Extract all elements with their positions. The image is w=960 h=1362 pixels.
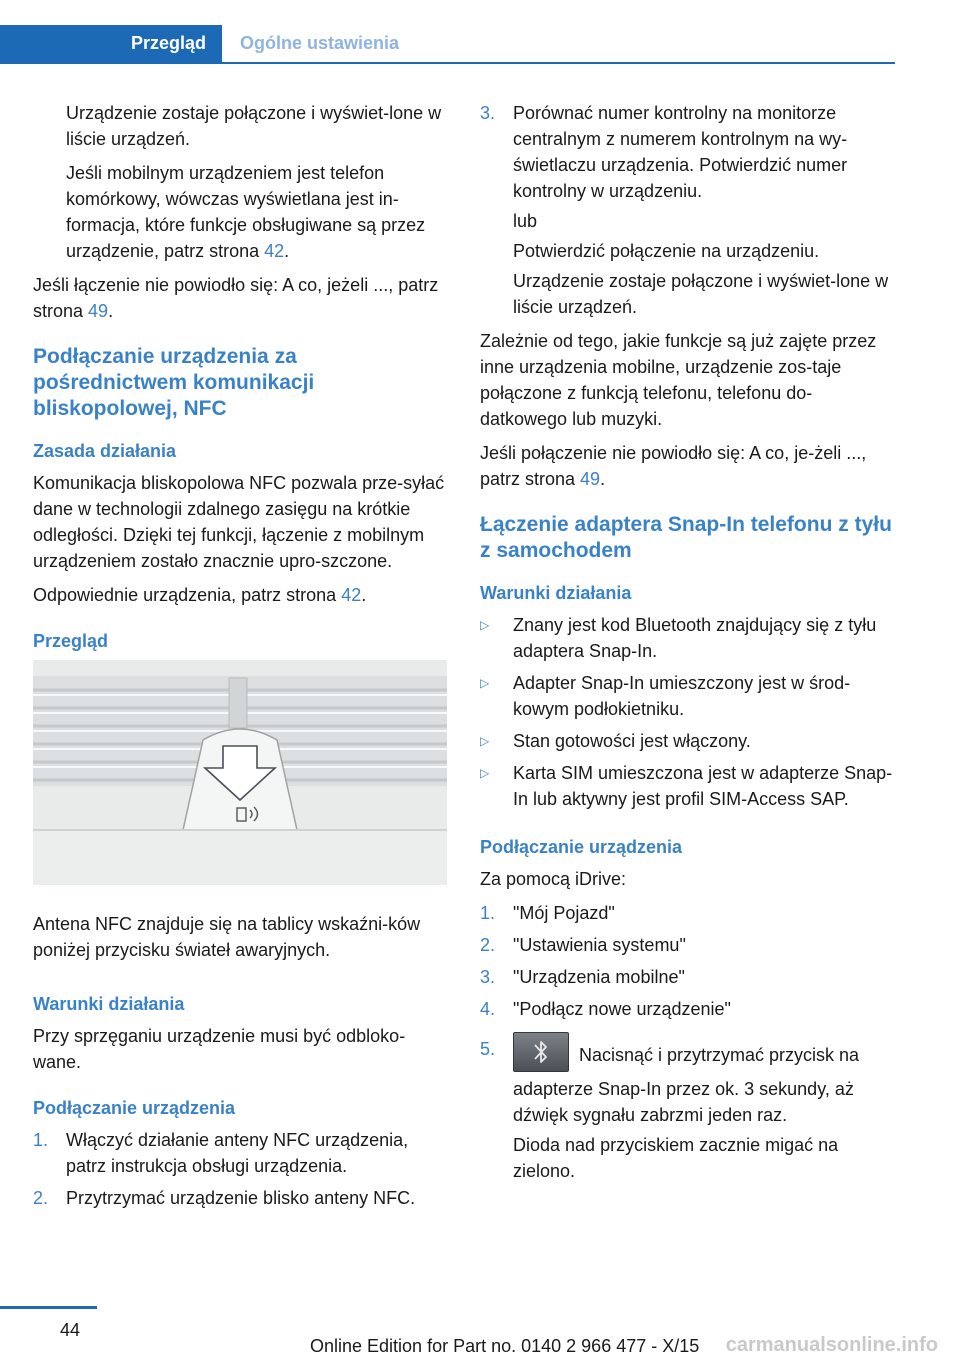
step-text: "Ustawienia systemu" [513,935,686,955]
page-link-42[interactable]: 42 [264,241,285,261]
heading-conditions: Warunki działania [33,994,185,1014]
step-note: Dioda nad przyciskiem zacznie migać na zielono. [513,1135,839,1181]
paragraph-connection-failed-text: Jeśli połączenie nie powiodło się: A co, je-żeli ..., patrz strona [480,443,867,489]
page-link-42[interactable]: 42 [341,585,362,605]
list-item [33,1185,451,1211]
list-item [480,760,896,812]
dashboard-vent-illustration [33,660,447,885]
punctuation: . [108,301,114,321]
paragraph-connection-failed [480,440,896,492]
tab-overview[interactable]: Przegląd [0,25,222,62]
heading-connect-device: Podłączanie urządzenia [480,837,683,857]
paragraph-connection-failed [33,272,451,324]
heading-nfc: Podłączanie urządzenia za pośrednictwem komunikacji bliskopolowej, NFC [33,345,315,420]
page-number: 44 [60,1320,81,1340]
step-number: 2. [33,1188,49,1208]
heading-principle: Zasada działania [33,441,177,461]
list-item [480,996,896,1022]
step-number: 1. [33,1130,49,1150]
paragraph-principle: Komunikacja bliskopolowa NFC pozwala prze-syłać dane w technologii zdalnego zasięgu na krótkie odległości. Dzięki tej funkcji, łączenie z mobilnym urządzeniem zostało znacznie upro-szczone. [33,473,445,571]
bullet-triangle-icon: ▷ [480,676,490,690]
right-column [480,100,896,1192]
step-number: 5. [480,1039,496,1059]
list-item [480,728,896,754]
step-result: Urządzenie zostaje połączone i wyświet-lone w liście urządzeń. [513,271,889,317]
step-confirm: Potwierdzić połączenie na urządzeniu. [513,241,820,261]
step-text: "Urządzenia mobilne" [513,967,685,987]
page-link-49[interactable]: 49 [88,301,109,321]
list-item [33,1127,451,1179]
bullet-triangle-icon: ▷ [480,618,490,632]
step-text: Porównać numer kontrolny na monitorze centralnym z numerem kontrolnym na wy-świetlaczu urządzenia. Potwierdzić numer kontrolny w urządzeniu. [513,103,848,201]
list-item [480,100,896,320]
watermark: carmanualsonline.info [725,1334,938,1356]
paragraph-conditions: Przy sprzęganiu urządzenie musi być odbloko-wane. [33,1026,406,1072]
bluetooth-button-icon [513,1032,569,1072]
list-item [480,964,896,990]
step-number: 3. [480,103,496,123]
step-text: "Mój Pojazd" [513,903,615,923]
step-number: 3. [480,967,496,987]
page-link-49[interactable]: 49 [580,469,601,489]
bullet-triangle-icon: ▷ [480,734,490,748]
idrive-steps-list [480,900,896,1184]
left-column [33,100,451,1219]
paragraph-idrive: Za pomocą iDrive: [480,869,627,889]
step-number: 2. [480,935,496,955]
nfc-steps-list [33,1127,451,1211]
condition-text: Adapter Snap-In umieszczony jest w środ-kowym podłokietniku. [513,673,851,719]
heading-connect-device: Podłączanie urządzenia [33,1098,236,1118]
paragraph-device-connected: Urządzenie zostaje połączone i wyświet-lone w liście urządzeń. [66,103,442,149]
condition-text: Stan gotowości jest włączony. [513,731,751,751]
heading-overview: Przegląd [33,631,109,651]
list-item [480,932,896,958]
tab-general-settings[interactable]: Ogólne ustawienia [240,33,400,53]
conditions-list [480,612,896,812]
step-number: 4. [480,999,496,1019]
paragraph-phone-info [33,160,451,264]
punctuation: . [361,585,367,605]
list-item [480,612,896,664]
step-text: Włączyć działanie anteny NFC urządzenia, patrz instrukcja obsługi urządzenia. [66,1130,409,1176]
condition-text: Znany jest kod Bluetooth znajdujący się z tyłu adaptera Snap-In. [513,615,877,661]
list-item [480,900,896,926]
page-number-bar [0,1306,97,1309]
step-text: Nacisnąć i przytrzymać przycisk na adapterze Snap-In przez ok. 3 sekundy, aż dźwięk sygnału zabrzmi jeden raz. [513,1044,860,1125]
condition-text: Karta SIM umieszczona jest w adapterze Snap-In lub aktywny jest profil SIM-Access SAP. [513,763,893,809]
header-tabs [0,25,895,64]
heading-conditions: Warunki działania [480,583,632,603]
nfc-steps-continued [480,100,896,320]
paragraph-phone-info-text: Jeśli mobilnym urządzeniem jest telefon komórkowy, wówczas wyświetlana jest in-formacja, które funkcje obsługiwane są przez urządzenie, patrz strona [66,163,426,261]
edition-footer: Online Edition for Part no. 0140 2 966 477 - X/15 [310,1336,700,1356]
punctuation: . [284,241,290,261]
list-item [480,670,896,722]
paragraph-suitable-devices-text: Odpowiednie urządzenia, patrz strona [33,585,342,605]
step-text: "Podłącz nowe urządzenie" [513,999,731,1019]
paragraph-connection-failed-text: Jeśli łączenie nie powiodło się: A co, jeżeli ..., patrz strona [33,275,439,321]
paragraph-depending-functions: Zależnie od tego, jakie funkcje są już zajęte przez inne urządzenia mobilne, urządzenie zos-taje połączone z funkcją telefonu, telefonu do-datkowego lub muzyki. [480,331,877,429]
step-text: Przytrzymać urządzenie blisko anteny NFC. [66,1188,416,1208]
step-number: 1. [480,903,496,923]
heading-snapin: Łączenie adaptera Snap-In telefonu z tyłu z samochodem [480,513,892,562]
nfc-antenna-photo [33,660,447,885]
paragraph-suitable-devices [33,582,451,608]
punctuation: . [600,469,606,489]
step-or: lub [513,211,538,231]
bullet-triangle-icon: ▷ [480,766,490,780]
paragraph-antenna-location: Antena NFC znajduje się na tablicy wskaźni-ków poniżej przycisku świateł awaryjnych. [33,914,421,960]
list-item [480,1036,896,1184]
